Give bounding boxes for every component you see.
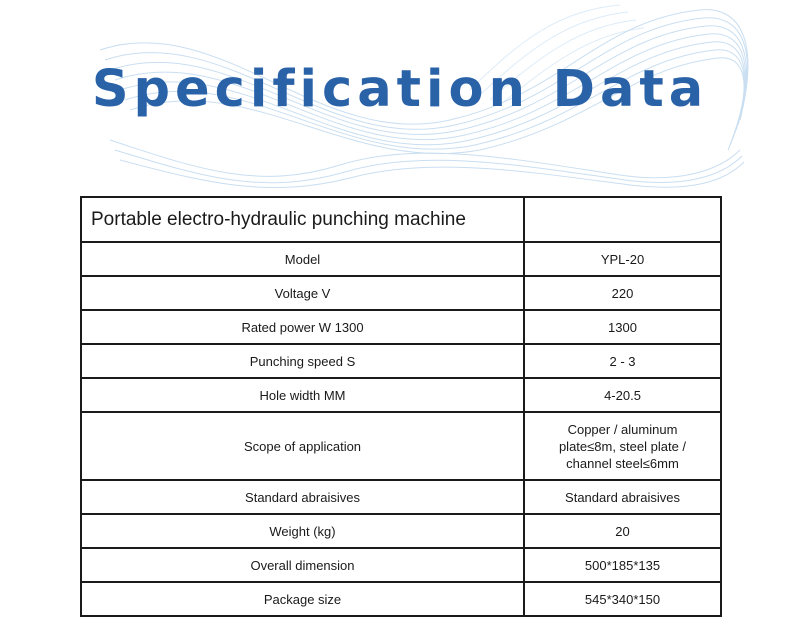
table-row: [81, 242, 721, 276]
row-label-punching-speed: Punching speed S: [81, 344, 524, 378]
row-label-abrasives: Standard abraisives: [81, 480, 524, 514]
row-value-rated-power: 1300: [524, 310, 721, 344]
table-row: [81, 276, 721, 310]
table-row: [81, 480, 721, 514]
row-label-overall-dimension: Overall dimension: [81, 548, 524, 582]
row-value-package-size: 545*340*150: [524, 582, 721, 616]
row-value-punching-speed: 2 - 3: [524, 344, 721, 378]
table-title: Portable electro-hydraulic punching machine: [81, 197, 524, 242]
row-value-hole-width: 4-20.5: [524, 378, 721, 412]
row-label-package-size: Package size: [81, 582, 524, 616]
table-row: [81, 548, 721, 582]
row-value-weight: 20: [524, 514, 721, 548]
page-heading: Specification Data: [91, 60, 709, 119]
table-row: [81, 514, 721, 548]
row-label-voltage: Voltage V: [81, 276, 524, 310]
row-label-scope: Scope of application: [81, 412, 524, 480]
table-title-value: [524, 197, 721, 242]
row-label-hole-width: Hole width MM: [81, 378, 524, 412]
row-label-model: Model: [81, 242, 524, 276]
scope-line: Copper / aluminum: [567, 421, 678, 437]
scope-line: plate≤8m, steel plate /: [558, 438, 687, 454]
row-label-weight: Weight (kg): [81, 514, 524, 548]
row-value-abrasives: Standard abraisives: [524, 480, 721, 514]
row-value-overall-dimension: 500*185*135: [524, 548, 721, 582]
scope-line: channel steel≤6mm: [566, 455, 679, 471]
row-label-rated-power: Rated power W 1300: [81, 310, 524, 344]
table-row: [81, 378, 721, 412]
table-row: [81, 582, 721, 616]
row-value-model: YPL-20: [524, 242, 721, 276]
table-row: [81, 344, 721, 378]
specification-table: [80, 196, 722, 617]
row-value-scope: [524, 412, 721, 480]
table-row: [81, 412, 721, 480]
table-row: [81, 310, 721, 344]
row-value-voltage: 220: [524, 276, 721, 310]
table-title-row: [81, 197, 721, 242]
